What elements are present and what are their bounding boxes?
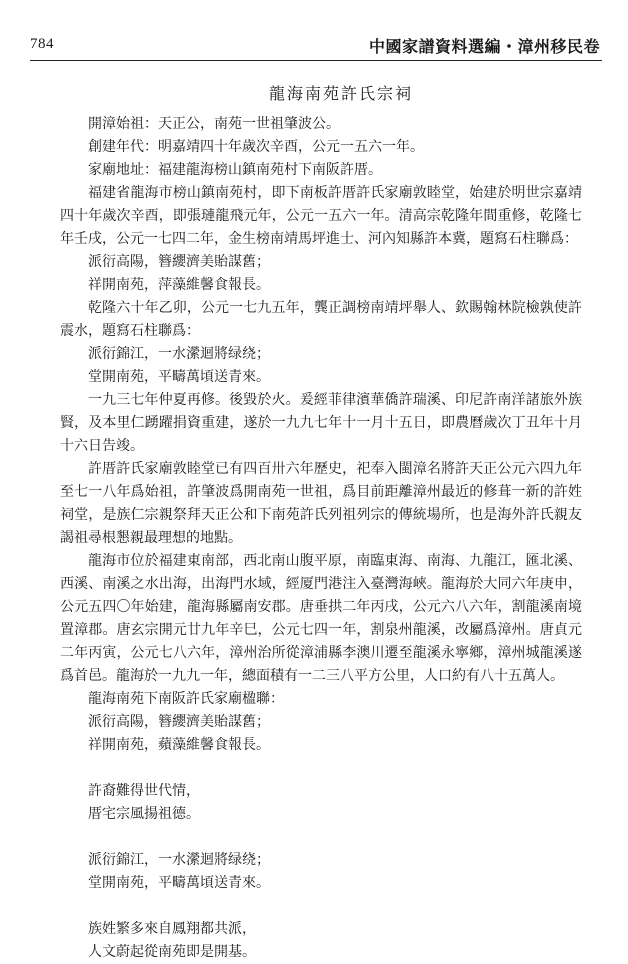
geography-paragraph: 龍海市位於福建東南部，西北南山腹平原，南臨東海、南海、九龍江，匯北溪、西溪、南溪之水出海，出海門水域，經厦門港注入臺灣海峽。龍海於大同六年庚申，公元五四〇年始建，龍海縣屬南安郡。唐垂拱二年丙戌，公元六八六年，割龍溪南境置漳郡。唐玄宗開元廿九年辛巳，公元七四一年，割泉州龍溪，改屬爲漳州。唐貞元二年丙寅，公元七八六年，漳州治所從漳浦縣李澳川遷至龍溪永寧鄉，漳州城龍溪遂爲首邑。龍海於一九九一年，總面積有一二三八平方公里，人口約有八十五萬人。 (60, 553, 582, 684)
couplet-line: 許裔難得世代情， (88, 783, 200, 799)
founder-line: 開漳始祖：天正公，南苑一世祖肇波公。 (88, 116, 340, 132)
spacer (60, 757, 582, 780)
couplet-line: 厝宅宗風揚祖德。 (88, 806, 200, 822)
couplet-line: 人文蔚起從南苑即是開基。 (88, 944, 256, 960)
spacer (60, 826, 582, 849)
running-head: 中國家譜資料選編・漳州移民卷 (368, 37, 600, 56)
couplet-line: 祥開南苑，蘋藻維馨食報長。 (88, 737, 270, 753)
history-paragraph-4: 許厝許氏家廟敦睦堂已有四百卅六年歷史，祀奉入閩漳名將許天正公元六四九年至七一八年爲始祖，許肇波爲開南苑一世祖，爲目前距離漳州最近的修葺一新的許姓祠堂，是族仁宗親祭拜天正公和下南苑許氏列祖列宗的傳統場所，也是海外許氏親友謁祖尋根懇親最理想的地點。 (60, 461, 582, 546)
couplet-line: 派衍高陽，簪纓濟美貽謀舊； (88, 254, 270, 270)
couplets-intro: 龍海南苑下南阪許氏家廟楹聯： (88, 691, 284, 707)
history-paragraph-2: 乾隆六十年乙卯，公元一七九五年，龔正調榜南靖坪舉人、欽賜翰林院檢孰使許震水，題寫石柱聯爲： (60, 300, 582, 339)
history-paragraph-1: 福建省龍海市榜山鎮南苑村，即下南板許厝許氏家廟敦睦堂，始建於明世宗嘉靖四十年歲次辛酉，即張璉龍飛元年，公元一五六一年。清高宗乾隆年間重修，乾隆七年壬戌，公元一七四二年，金生榜南靖馬坪進士、河內知縣許本冀，題寫石柱聯爲： (60, 185, 582, 247)
couplet-line: 堂開南苑，平疇萬頃送青來。 (88, 875, 270, 891)
page-header (30, 34, 600, 56)
history-paragraph-3: 一九三七年仲夏再修。後毀於火。爰經菲律濱華僑許瑞溪、印尼許南洋諸旅外族賢，及本里仁踴躍捐資重建，遂於一九九七年十一月十五日，即農曆歲次丁丑年十月十六日告竣。 (60, 392, 582, 454)
header-rule (30, 60, 602, 61)
page-number: 784 (30, 36, 54, 52)
couplet-line: 派衍錦江，一水瀠迴將绿绕； (88, 346, 270, 362)
article-body (60, 74, 582, 964)
couplet-line: 派衍高陽，簪纓濟美貽謀舊； (88, 714, 270, 730)
couplet-line: 堂開南苑，平疇萬頃送青來。 (88, 369, 270, 385)
couplet-line: 派衍錦江，一水瀠迴將绿绕； (88, 852, 270, 868)
spacer (60, 895, 582, 918)
address-line: 家廟地址：福建龍海榜山鎮南苑村下南阪許厝。 (88, 162, 382, 178)
article-title: 龍海南苑許氏宗祠 (268, 84, 413, 103)
couplet-line: 祥開南苑，萍藻維馨食報長。 (88, 277, 270, 293)
founding-year-line: 創建年代：明嘉靖四十年歲次辛酉，公元一五六一年。 (88, 139, 424, 155)
couplet-line: 族姓繁多來自鳳翔都共派， (88, 921, 256, 937)
